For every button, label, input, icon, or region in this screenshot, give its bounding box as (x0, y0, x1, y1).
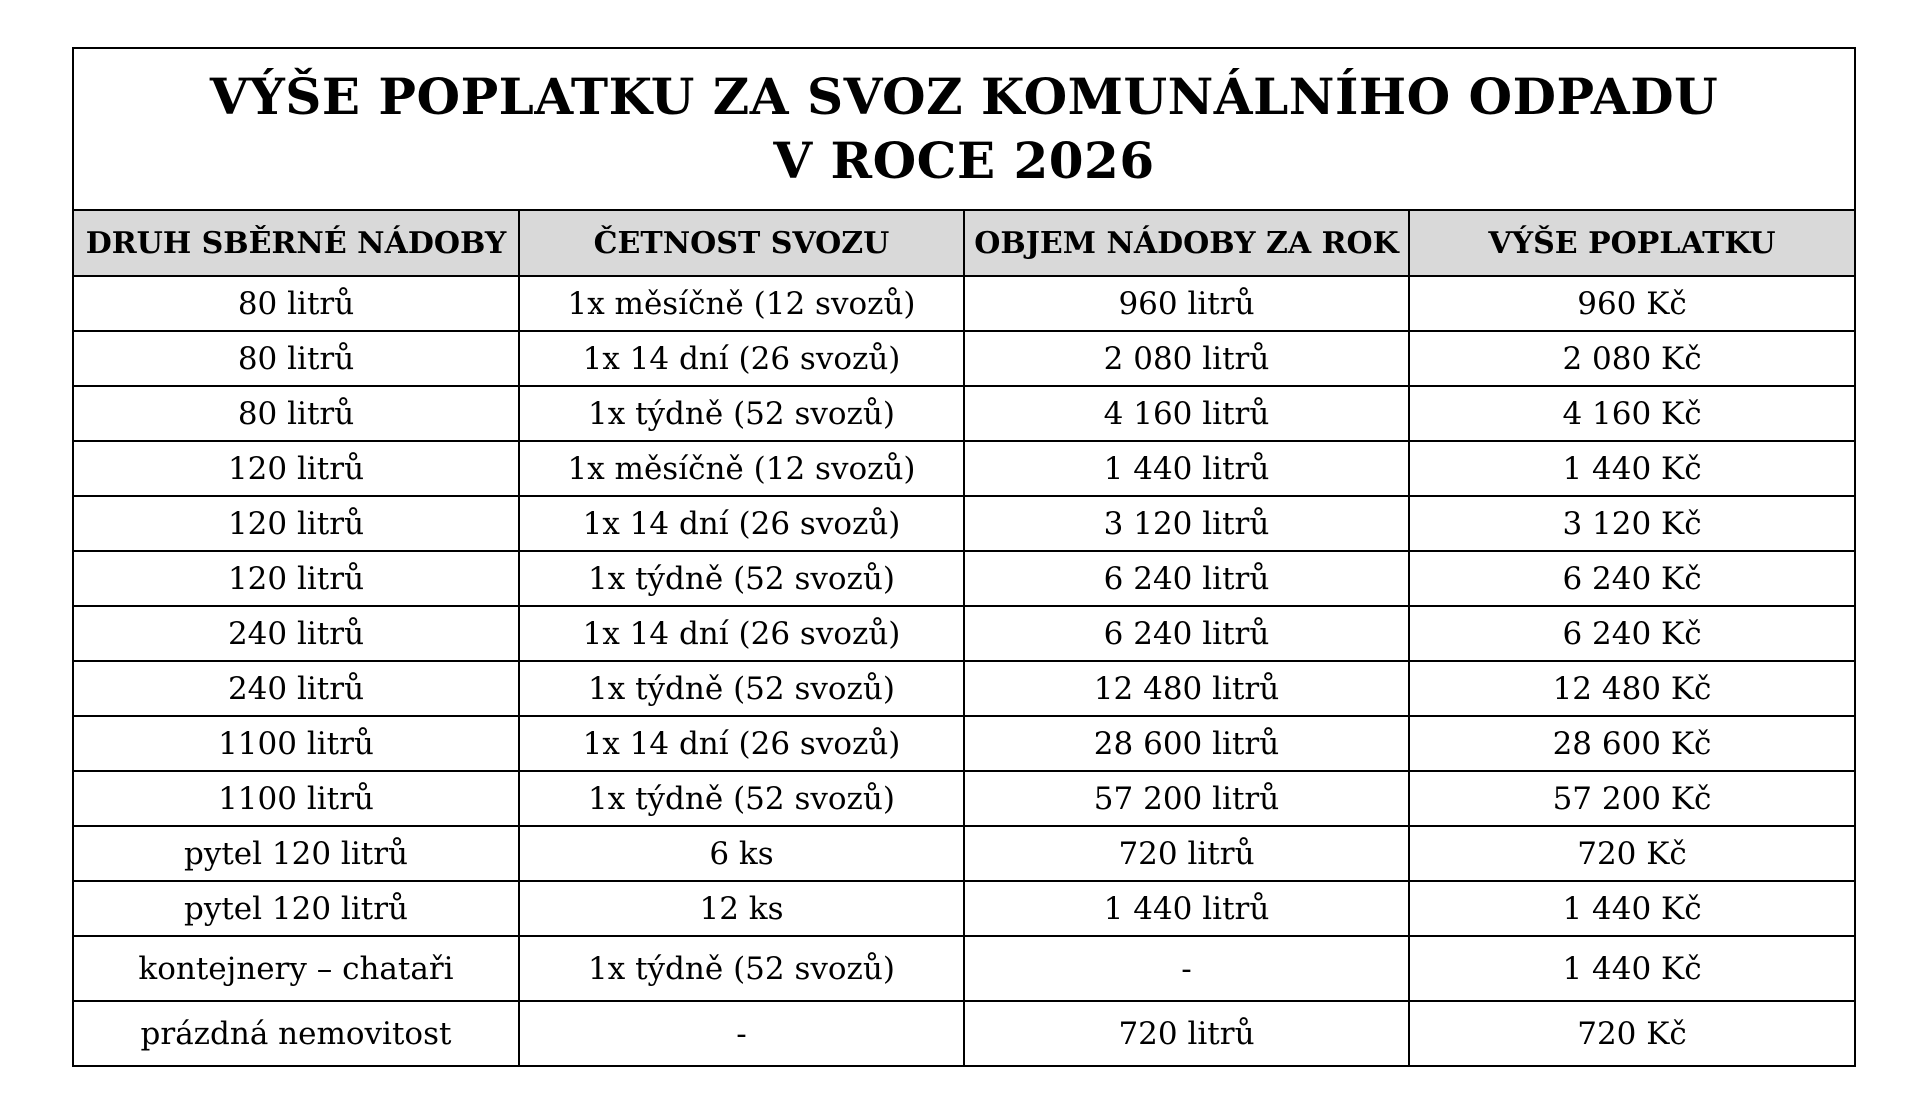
cell-frequency: 1x týdně (52 svozů) (519, 771, 964, 826)
cell-fee: 28 600 Kč (1409, 716, 1854, 771)
cell-frequency: 1x měsíčně (12 svozů) (519, 441, 964, 496)
table-row (74, 606, 1854, 661)
cell-annual-volume: 6 240 litrů (964, 551, 1409, 606)
cell-fee: 3 120 Kč (1409, 496, 1854, 551)
cell-frequency: 1x 14 dní (26 svozů) (519, 496, 964, 551)
cell-annual-volume: - (964, 936, 1409, 1001)
cell-fee: 57 200 Kč (1409, 771, 1854, 826)
cell-annual-volume: 57 200 litrů (964, 771, 1409, 826)
cell-fee: 960 Kč (1409, 276, 1854, 331)
cell-frequency: 1x 14 dní (26 svozů) (519, 716, 964, 771)
cell-frequency: 1x týdně (52 svozů) (519, 551, 964, 606)
cell-annual-volume: 28 600 litrů (964, 716, 1409, 771)
table-header-row (74, 211, 1854, 276)
column-header-container-type: DRUH SBĚRNÉ NÁDOBY (74, 211, 519, 276)
table-row (74, 661, 1854, 716)
table-row (74, 716, 1854, 771)
cell-container-type: 80 litrů (74, 331, 519, 386)
cell-frequency: 1x týdně (52 svozů) (519, 661, 964, 716)
cell-annual-volume: 12 480 litrů (964, 661, 1409, 716)
table-row (74, 1001, 1854, 1065)
cell-container-type: prázdná nemovitost (74, 1001, 519, 1065)
cell-container-type: 120 litrů (74, 496, 519, 551)
cell-container-type: 1100 litrů (74, 716, 519, 771)
cell-fee: 720 Kč (1577, 1015, 1687, 1052)
page-title: VÝŠE POPLATKU ZA SVOZ KOMUNÁLNÍHO ODPADU (209, 67, 1719, 126)
cell-annual-volume: 6 240 litrů (964, 606, 1409, 661)
column-header-annual-volume: OBJEM NÁDOBY ZA ROK (964, 211, 1409, 276)
cell-annual-volume: 720 litrů (964, 1001, 1409, 1065)
cell-container-type: 80 litrů (74, 276, 519, 331)
cell-frequency: 1x 14 dní (26 svozů) (519, 606, 964, 661)
cell-annual-volume: 1 440 litrů (964, 881, 1409, 936)
column-header-fee: VÝŠE POPLATKU (1409, 211, 1854, 276)
title-block (74, 49, 1854, 211)
table-row (74, 551, 1854, 606)
cell-fee: 4 160 Kč (1409, 386, 1854, 441)
table-row (74, 441, 1854, 496)
fee-sheet (72, 47, 1856, 1067)
cell-container-type: 1100 litrů (74, 771, 519, 826)
table-row (74, 331, 1854, 386)
table-row (74, 826, 1854, 881)
cell-fee: 6 240 Kč (1409, 551, 1854, 606)
cell-frequency: 6 ks (519, 826, 964, 881)
cell-container-type: kontejnery – chataři (74, 936, 519, 1001)
cell-container-type: 120 litrů (74, 441, 519, 496)
cell-annual-volume: 2 080 litrů (964, 331, 1409, 386)
cell-frequency: 1x týdně (52 svozů) (519, 936, 964, 1001)
cell-fee: 12 480 Kč (1409, 661, 1854, 716)
cell-fee: 1 440 Kč (1409, 881, 1854, 936)
cell-frequency: 12 ks (519, 881, 964, 936)
table-row (74, 936, 1854, 1001)
fee-table (74, 211, 1854, 1065)
cell-frequency: 1x 14 dní (26 svozů) (519, 331, 964, 386)
table-row (74, 496, 1854, 551)
cell-fee: 6 240 Kč (1409, 606, 1854, 661)
column-header-frequency: ČETNOST SVOZU (519, 211, 964, 276)
cell-container-type: 80 litrů (74, 386, 519, 441)
table-row (74, 881, 1854, 936)
cell-container-type: pytel 120 litrů (74, 826, 519, 881)
cell-annual-volume: 960 litrů (964, 276, 1409, 331)
cell-fee: 720 Kč (1409, 826, 1854, 881)
cell-annual-volume: 1 440 litrů (964, 441, 1409, 496)
cell-fee: 2 080 Kč (1409, 331, 1854, 386)
cell-annual-volume: 3 120 litrů (964, 496, 1409, 551)
cell-frequency: 1x týdně (52 svozů) (519, 386, 964, 441)
table-row (74, 386, 1854, 441)
cell-container-type: 240 litrů (74, 661, 519, 716)
table-row (74, 276, 1854, 331)
cell-annual-volume: 4 160 litrů (964, 386, 1409, 441)
cell-frequency: - (519, 1001, 964, 1065)
cell-container-type: 120 litrů (74, 551, 519, 606)
cell-container-type: pytel 120 litrů (74, 881, 519, 936)
cell-container-type: 240 litrů (74, 606, 519, 661)
cell-frequency: 1x měsíčně (12 svozů) (519, 276, 964, 331)
cell-annual-volume: 720 litrů (964, 826, 1409, 881)
page-subtitle-year: V ROCE 2026 (773, 131, 1155, 190)
table-row (74, 771, 1854, 826)
cell-fee: 1 440 Kč (1409, 936, 1854, 1001)
cell-fee: 1 440 Kč (1409, 441, 1854, 496)
